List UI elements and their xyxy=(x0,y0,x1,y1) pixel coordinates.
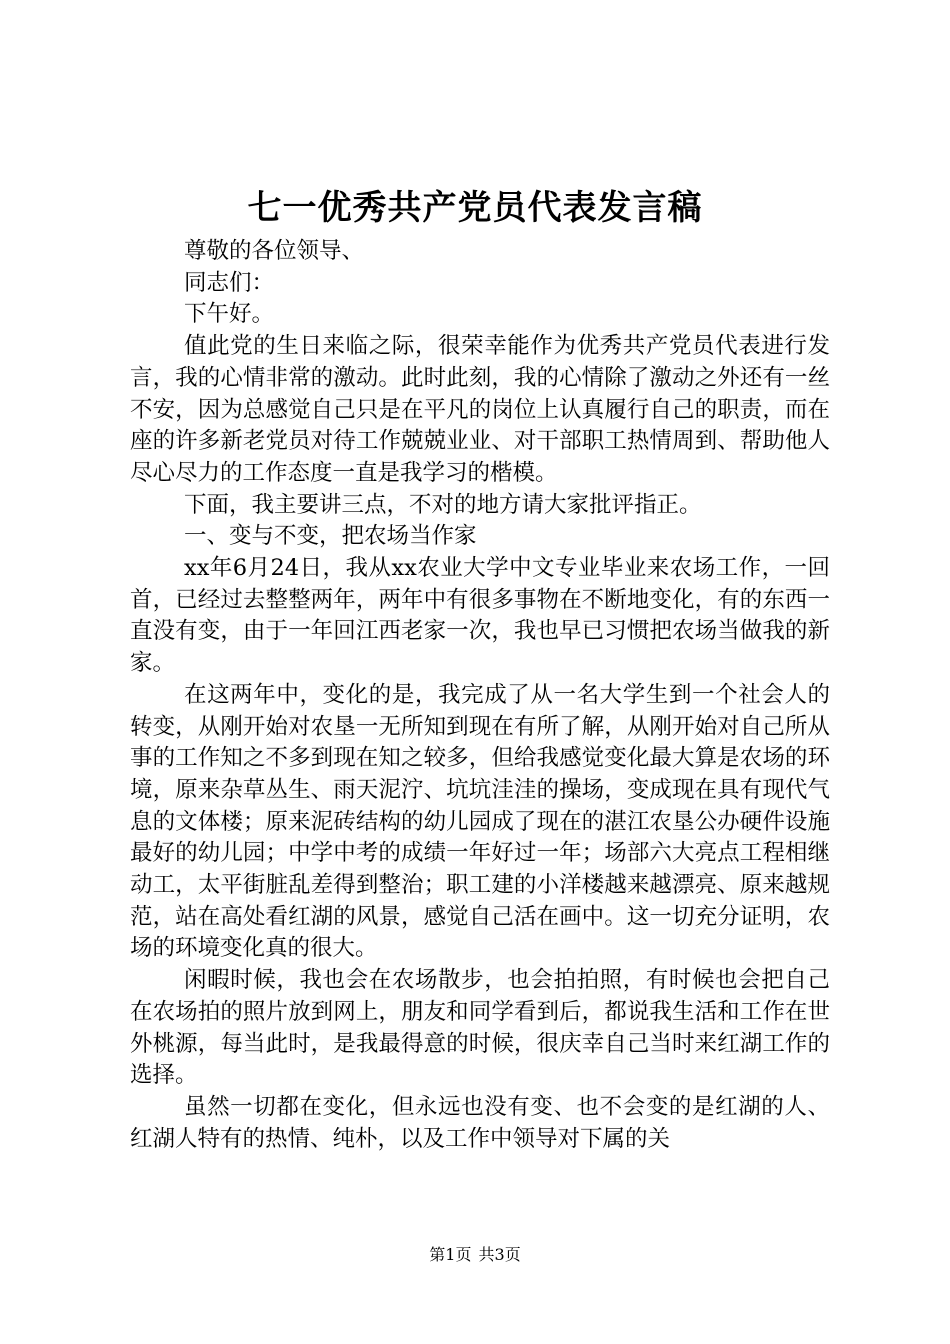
salutation-leaders: 尊敬的各位领导、 xyxy=(184,238,365,264)
paragraph-arrival: xx年6月24日，我从xx农业大学中文专业毕业来农场工作，一回首，已经过去整整两年，两年中有很多事物在不断地变化，有的东西一直没有变，由于一年回江西老家一次，我也早已习惯把农场当做我的新家。 xyxy=(130,555,830,677)
salutation-comrades: 同志们： xyxy=(184,269,275,296)
paragraph-leisure: 闲暇时候，我也会在农场散步，也会拍拍照，有时候也会把自己在农场拍的照片放到网上，朋友和同学看到后，都说我生活和工作在世外桃源，每当此时，是我最得意的时候，很庆幸自己当时来红湖工作的选择。 xyxy=(130,967,830,1089)
paragraph-changes: 在这两年中，变化的是，我完成了从一名大学生到一个社会人的转变，从刚开始对农垦一无所知到现在有所了解，从刚开始对自己所从事的工作知之不多到现在知之较多，但给我感觉变化最大算是农场的环境，原来杂草丛生、雨天泥泞、坑坑洼洼的操场，变成现在具有现代气息的文体楼；原来泥砖结构的幼儿园成了现在的湛江农垦公办硬件设施最好的幼儿园；中学中考的成绩一年好过一年；场部六大亮点工程相继动工，太平街脏乱差得到整治；职工建的小洋楼越来越漂亮、原来越规范，站在高处看红湖的风景，感觉自己活在画中。这一切充分证明，农场的环境变化真的很大。 xyxy=(130,681,830,962)
section-heading-1: 一、变与不变，把农场当作家 xyxy=(184,523,477,550)
paragraph-intro: 值此党的生日来临之际，很荣幸能作为优秀共产党员代表进行发言，我的心情非常的激动。此时此刻，我的心情除了激动之外还有一丝不安，因为总感觉自己只是在平凡的岗位上认真履行自己的职责，而在座的许多新老党员对待工作兢兢业业、对干部职工热情周到、帮助他人尽心尽力的工作态度一直是我学习的楷模。 xyxy=(130,333,830,486)
page-number-footer: 第1页 共3页 xyxy=(429,1245,521,1264)
document-body xyxy=(130,236,830,1155)
paragraph-outline: 下面，我主要讲三点，不对的地方请大家批评指正。 xyxy=(184,491,702,518)
greeting: 下午好。 xyxy=(184,301,275,328)
document-title: 七一优秀共产党员代表发言稿 xyxy=(247,188,703,228)
paragraph-unchanged: 虽然一切都在变化，但永远也没有变、也不会变的是红湖的人、红湖人特有的热情、纯朴，以及工作中领导对下属的关 xyxy=(130,1093,830,1152)
